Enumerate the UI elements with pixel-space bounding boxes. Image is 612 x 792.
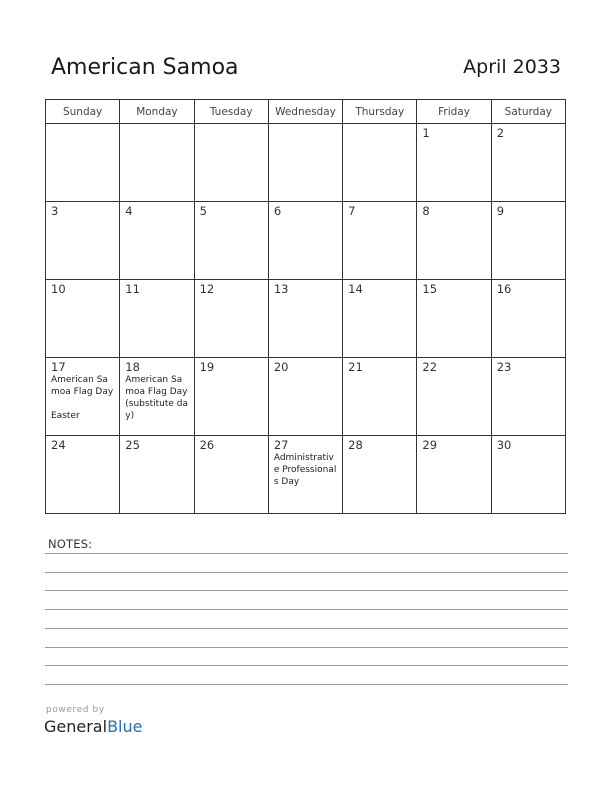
empty-day-cell — [268, 124, 342, 202]
generalblue-logo[interactable] — [44, 717, 142, 736]
day-cell — [417, 358, 491, 436]
note-line — [45, 590, 568, 591]
day-number: 20 — [273, 360, 289, 374]
holiday-event: American Samoa Flag Day (substitute day) — [125, 375, 189, 421]
day-number: 17 — [51, 360, 66, 374]
day-cell — [268, 202, 342, 280]
week-row — [46, 436, 566, 514]
day-cell — [120, 280, 194, 358]
day-number: 6 — [273, 204, 282, 218]
day-number: 18 — [125, 360, 140, 374]
day-number: 19 — [199, 360, 215, 374]
day-cell — [46, 202, 120, 280]
empty-day-cell — [343, 124, 417, 202]
holiday-event: Administrative Professionals Day — [273, 453, 337, 487]
day-cell — [491, 280, 565, 358]
day-cell — [194, 436, 268, 514]
day-number: 11 — [125, 282, 140, 296]
day-number: 12 — [199, 282, 215, 296]
day-cell — [268, 436, 342, 514]
weekday-tuesday: Tuesday — [194, 100, 268, 124]
day-number: 1 — [422, 126, 430, 140]
day-number: 2 — [496, 126, 505, 140]
day-cell — [343, 436, 417, 514]
calendar-month: April 2033 — [463, 56, 561, 78]
day-cell — [46, 280, 120, 358]
day-number: 9 — [496, 204, 505, 218]
day-number: 27 — [273, 438, 289, 452]
note-line — [45, 572, 568, 573]
empty-day-cell — [194, 124, 268, 202]
day-number: 22 — [422, 360, 438, 374]
weekday-wednesday: Wednesday — [268, 100, 342, 124]
notes-label: NOTES: — [48, 537, 93, 551]
day-cell — [491, 358, 565, 436]
day-number: 5 — [199, 204, 207, 218]
powered-by-text: powered by — [46, 705, 105, 715]
day-number: 24 — [51, 438, 66, 452]
day-number: 4 — [125, 204, 133, 218]
note-line — [45, 628, 568, 629]
week-row — [46, 280, 566, 358]
day-cell — [417, 124, 491, 202]
week-row — [46, 124, 566, 202]
day-cell — [417, 436, 491, 514]
note-line — [45, 684, 568, 685]
day-cell — [194, 280, 268, 358]
note-line — [45, 665, 568, 666]
day-cell — [46, 436, 120, 514]
day-cell — [343, 202, 417, 280]
day-cell — [120, 358, 194, 436]
day-cell — [491, 202, 565, 280]
day-cell — [343, 280, 417, 358]
weekday-thursday: Thursday — [343, 100, 417, 124]
day-cell — [46, 358, 120, 436]
day-number: 26 — [199, 438, 215, 452]
day-number: 29 — [422, 438, 438, 452]
weekday-sunday: Sunday — [46, 100, 120, 124]
day-cell — [417, 280, 491, 358]
day-cell — [268, 358, 342, 436]
day-number: 14 — [348, 282, 363, 296]
holiday-event: American Samoa Flag Day — [51, 375, 114, 397]
week-row — [46, 358, 566, 436]
day-number: 30 — [496, 438, 512, 452]
day-cell — [491, 124, 565, 202]
day-number: 13 — [273, 282, 289, 296]
week-row — [46, 202, 566, 280]
empty-day-cell — [46, 124, 120, 202]
day-cell — [120, 436, 194, 514]
brand-blue: Blue — [107, 717, 143, 736]
calendar-title: American Samoa — [51, 55, 239, 80]
day-cell — [417, 202, 491, 280]
day-number: 21 — [348, 360, 363, 374]
calendar-grid — [45, 99, 566, 514]
weekday-saturday: Saturday — [491, 100, 565, 124]
day-number: 25 — [125, 438, 140, 452]
day-number: 15 — [422, 282, 438, 296]
note-line — [45, 553, 568, 554]
brand-general: General — [44, 717, 108, 736]
note-line — [45, 647, 568, 648]
day-cell — [194, 358, 268, 436]
day-cell — [194, 202, 268, 280]
day-cell — [268, 280, 342, 358]
day-number: 23 — [496, 360, 512, 374]
day-cell — [120, 202, 194, 280]
day-cell — [491, 436, 565, 514]
weekday-header-row — [46, 100, 566, 124]
day-number: 28 — [348, 438, 363, 452]
holiday-event: Easter — [51, 411, 80, 421]
day-number: 3 — [51, 204, 59, 218]
weekday-monday: Monday — [120, 100, 194, 124]
day-number: 16 — [496, 282, 512, 296]
day-number: 7 — [348, 204, 356, 218]
weekday-friday: Friday — [417, 100, 491, 124]
day-cell — [343, 358, 417, 436]
empty-day-cell — [120, 124, 194, 202]
note-line — [45, 609, 568, 610]
day-number: 8 — [422, 204, 430, 218]
day-number: 10 — [51, 282, 66, 296]
